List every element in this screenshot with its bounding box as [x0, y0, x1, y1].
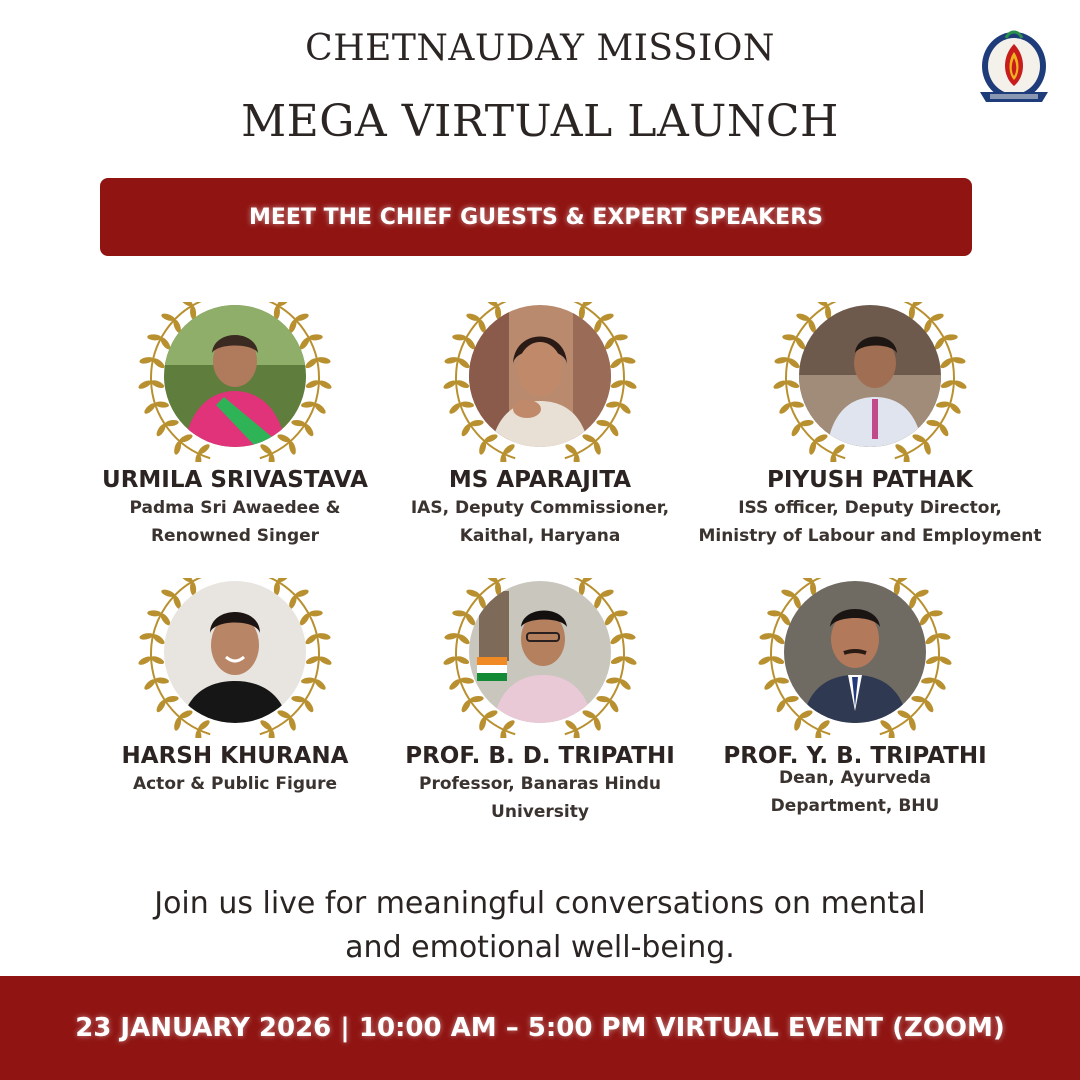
speaker-role-line: Professor, Banaras Hindu	[419, 774, 661, 794]
banner-text: MEET THE CHIEF GUESTS & EXPERT SPEAKERS	[249, 204, 823, 230]
speaker-role-line: Dean, Ayurveda	[779, 768, 931, 788]
speaker-role	[375, 770, 705, 826]
speaker-name: HARSH KHURANA	[121, 743, 349, 769]
speaker-photo	[799, 305, 941, 447]
speaker-role-line: IAS, Deputy Commissioner,	[410, 498, 670, 518]
speaker-photo	[469, 581, 611, 723]
speaker-photo	[469, 305, 611, 447]
speaker-name: URMILA SRIVASTAVA	[102, 467, 368, 493]
speaker-name: PROF. Y. B. TRIPATHI	[723, 743, 987, 769]
event-organizer-title: CHETNAUDAY MISSION	[305, 28, 775, 69]
tagline-line: and emotional well-being.	[345, 930, 735, 965]
speakers-banner	[100, 178, 972, 256]
speaker-medallion	[430, 302, 650, 462]
speaker-role-line: Actor & Public Figure	[132, 774, 338, 794]
speaker-role	[690, 764, 1020, 820]
speaker-name: PIYUSH PATHAK	[767, 467, 973, 493]
speaker-role-line: ISS officer, Deputy Director,	[738, 498, 1002, 518]
speaker-card	[375, 302, 705, 550]
speaker-name: PROF. B. D. TRIPATHI	[405, 743, 675, 769]
speaker-medallion	[430, 578, 650, 738]
event-details-footer	[0, 976, 1080, 1080]
speaker-photo	[164, 305, 306, 447]
speaker-card	[680, 302, 1060, 550]
speaker-photo	[164, 581, 306, 723]
speaker-card	[70, 302, 400, 550]
tagline-line: Join us live for meaningful conversations on mental	[154, 886, 926, 921]
speaker-card	[375, 578, 705, 826]
speaker-role-line: Renowned Singer	[150, 526, 320, 546]
speaker-medallion	[125, 302, 345, 462]
speaker-role-line: Kaithal, Haryana	[459, 526, 621, 546]
event-date-time: 23 JANUARY 2026 | 10:00 AM – 5:00 PM VIRTUAL EVENT (ZOOM)	[75, 1013, 1005, 1043]
mission-emblem-icon	[972, 26, 1056, 110]
speaker-role-line: Ministry of Labour and Employment	[698, 526, 1042, 546]
event-title: MEGA VIRTUAL LAUNCH	[241, 96, 839, 147]
speaker-medallion	[760, 302, 980, 462]
speaker-photo	[784, 581, 926, 723]
speaker-medallion	[745, 578, 965, 738]
speaker-card	[690, 578, 1020, 820]
speaker-card	[70, 578, 400, 798]
speaker-medallion	[125, 578, 345, 738]
speaker-role	[375, 494, 705, 550]
speaker-role	[70, 770, 400, 798]
speaker-role	[70, 494, 400, 550]
speaker-role-line: Department, BHU	[770, 796, 940, 816]
event-tagline	[0, 882, 1080, 970]
speaker-name: MS APARAJITA	[448, 467, 632, 493]
speaker-role-line: Padma Sri Awaedee &	[129, 498, 341, 518]
speaker-role	[680, 494, 1060, 550]
speaker-role-line: University	[491, 802, 589, 822]
